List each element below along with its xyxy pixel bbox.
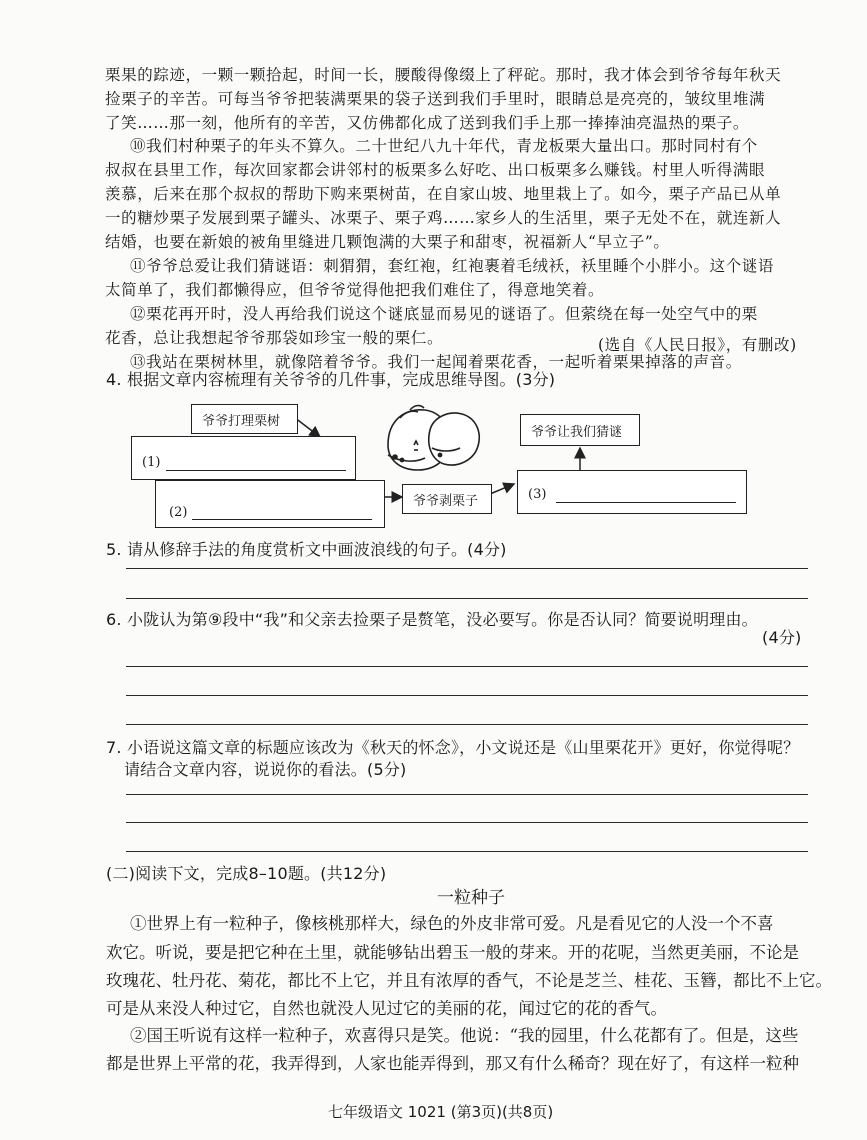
box-label: 爷爷让我们猜谜 (531, 425, 623, 440)
paragraph-10-line: ⑩我们村种栗子的年头不算久。二十世纪八九十年代，青龙板栗大量出口。那时同村有个 (130, 137, 758, 155)
passage-line: 花香，总让我想起爷爷那袋如珍宝一般的栗仁。 (105, 329, 444, 347)
mindmap-box-tend-trees (191, 404, 298, 434)
mindmap-box-riddle (520, 414, 640, 446)
answer-line[interactable] (126, 598, 808, 599)
story-line: 可是从来没人种过它，自然也就没人见过它的美丽的花，闻过它的花的香气。 (106, 999, 667, 1018)
box-label: (3) (528, 487, 547, 502)
mindmap-box-blank-3 (517, 470, 747, 514)
question-6-score: (4分) (762, 628, 802, 647)
story-line: 都是世界上平常的花，我弄得到，人家也能弄得到，那又有什么稀奇？现在好了，有这样一粒种 (106, 1054, 799, 1073)
answer-line[interactable] (126, 794, 808, 795)
mindmap-box-blank-1 (131, 436, 356, 480)
passage-line: 羡慕，后来在那个叔叔的帮助下购来栗树苗，在自家山坡、地里栽上了。如今，栗子产品已从单 (105, 185, 782, 203)
mindmap-box-blank-2 (155, 480, 385, 528)
answer-blank[interactable] (556, 502, 736, 503)
question-7-line-2: 请结合文章内容，说说你的看法。(5分) (124, 760, 407, 779)
passage-line: 栗果的踪迹，一颗一颗拾起，时间一长，腰酸得像缀上了秤砣。那时，我才体会到爷爷每年秋天 (105, 66, 782, 84)
answer-line[interactable] (126, 851, 808, 852)
box-label: 爷爷剥栗子 (413, 494, 479, 509)
passage-line: 一的糖炒栗子发展到栗子罐头、冰栗子、栗子鸡……家乡人的生活里，栗子无处不在，就连新人 (105, 209, 782, 227)
answer-blank[interactable] (192, 519, 372, 520)
paragraph-13-line: ⑬我站在栗树林里，就像陪着爷爷。我们一起闻着栗花香，一起听着栗果掉落的声音。 (130, 353, 742, 371)
paragraph-11-line: ⑪爷爷总爱让我们猜谜语：刺猬猬，套红袍，红袍裹着毛绒袄，袄里睡个小胖小。这个谜语 (130, 257, 775, 275)
passage-line: 了笑……那一刻，他所有的辛苦，又仿佛都化成了送到我们手上那一捧捧油亮温热的栗子。 (105, 114, 750, 132)
passage-line: 捡栗子的辛苦。可每当爷爷把装满栗果的袋子送到我们手里时，眼睛总是亮亮的，皱纹里堆满 (105, 90, 766, 108)
chestnut-illustration (388, 406, 479, 470)
question-7-line-1: 7. 小语说这篇文章的标题应该改为《秋天的怀念》，小文说还是《山里栗花开》更好，你觉得呢？ (106, 738, 800, 757)
answer-line[interactable] (126, 666, 808, 667)
mindmap-box-peel-chestnuts (402, 484, 492, 514)
answer-line[interactable] (126, 724, 808, 725)
box-label: (2) (169, 505, 188, 520)
page-footer: 七年级语文 1021 (第3页)(共8页) (328, 1103, 554, 1121)
story-line: 欢它。听说，要是把它种在土里，就能够钻出碧玉一般的芽来。开的花呢，当然更美丽，不论是 (106, 943, 799, 962)
source-note: (选自《人民日报》，有删改) (598, 336, 797, 354)
story-title: 一粒种子 (437, 888, 505, 908)
answer-line[interactable] (126, 695, 808, 696)
story-line: 玫瑰花、牡丹花、菊花，都比不上它，并且有浓厚的香气，不论是芝兰、桂花、玉簪，都比不上它。 (106, 971, 832, 990)
story-paragraph-2: ②国王听说有这样一粒种子，欢喜得只是笑。他说：“我的园里，什么花都有了。但是，这些 (130, 1026, 799, 1045)
story-paragraph-1: ①世界上有一粒种子，像核桃那样大，绿色的外皮非常可爱。凡是看见它的人没一个不喜 (130, 914, 774, 933)
answer-line[interactable] (126, 568, 808, 569)
section-2-heading: (二)阅读下文，完成8–10题。(共12分) (106, 864, 387, 883)
box-label: (1) (142, 455, 161, 470)
answer-line[interactable] (126, 822, 808, 823)
question-4: 4. 根据文章内容梳理有关爷爷的几件事，完成思维导图。(3分) (106, 370, 556, 389)
answer-blank[interactable] (166, 470, 346, 471)
passage-line: 太简单了，我们都懒得应，但爷爷觉得他把我们难住了，得意地笑着。 (105, 281, 605, 299)
passage-line: 叔叔在县里工作，每次回家都会讲邻村的板栗多么好吃、出口板栗多么赚钱。村里人听得满眼 (105, 161, 766, 179)
box-label: 爷爷打理栗树 (202, 414, 281, 429)
passage-line: 结婚，也要在新娘的被角里缝进几颗饱满的大栗子和甜枣，祝福新人“早立子”。 (105, 233, 670, 251)
question-5: 5. 请从修辞手法的角度赏析文中画波浪线的句子。(4分) (106, 540, 507, 559)
question-6: 6. 小陇认为第⑨段中“我”和父亲去捡栗子是赘笔，没必要写。你是否认同？简要说明理由。 (106, 610, 758, 629)
paragraph-12-line: ⑫栗花再开时，没人再给我们说这个谜底显而易见的谜语了。但萦绕在每一处空气中的栗 (130, 305, 758, 323)
